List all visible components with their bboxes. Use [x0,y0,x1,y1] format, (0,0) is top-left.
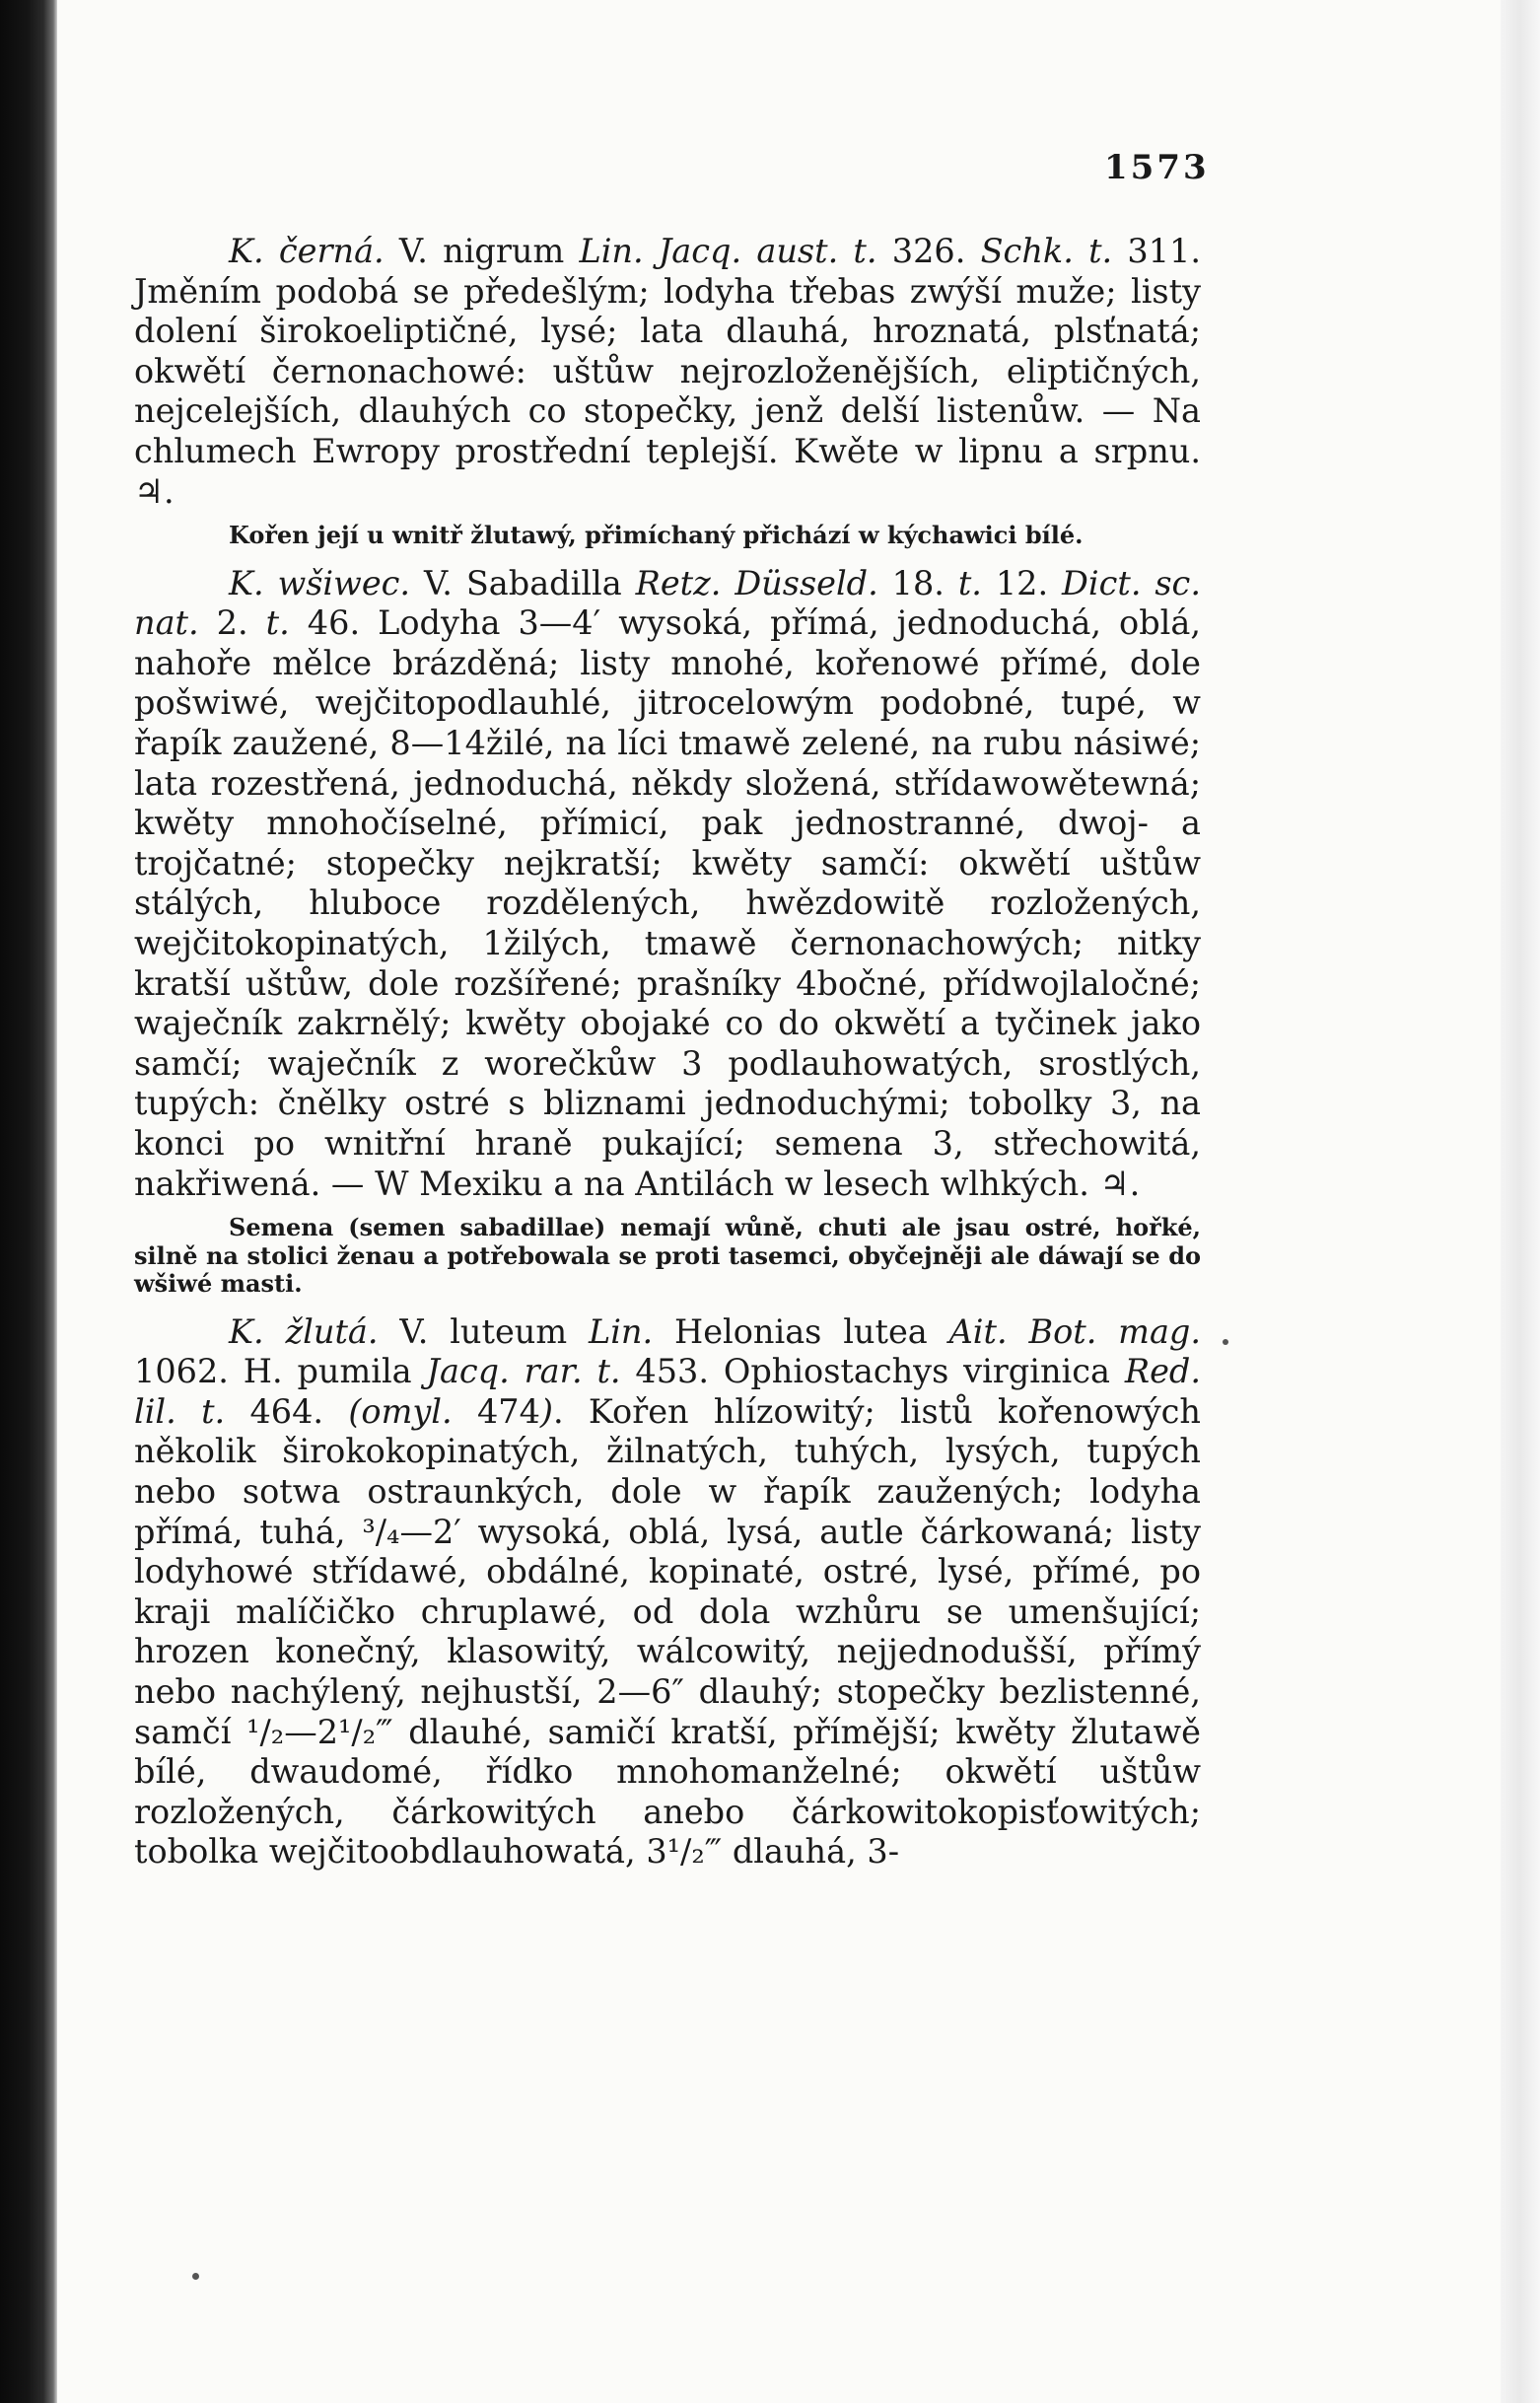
entry-wsiwec: K. wšiwec. V. Sabadilla Retz. Düsseld. 18. t. 12. Dict. sc. nat. 2. t. 46. Lodyha 3—4′ wysoká, přímá, jednoduchá, oblá, nahoře mělce brázděná; listy mnohé, kořenowé přímé, dole pošwiwé, wejčitopodlauhlé, jitrocelowým podobné, tupé, w řapík zaužené, 8—14žilé, na líci tmawě zelené, na rubu násiwé; lata rozestřená, jednoduchá, někdy složená, střídawowětewná; kwěty mnohočíselné, přímicí, pak jednostranné, dwoj- a trojčatné; stopečky nejkratší; kwěty samčí: okwětí uštůw stálých, hluboce rozdělených, hwězdowitě rozložených, wejčitokopinatých, 1žilých, tmawě černonachowých; nitky kratší uštůw, dole rozšířené; prašníky 4bočné, přídwojlaločné; waječník zakrnělý; kwěty obojaké co do okwětí a tyčinek jako samčí; waječník z worečkůw 3 podlauhowatých, srostlých, tupých: čnělky ostré s bliznami jednoduchými; tobolky 3, na konci po wnitřní hraně pukající; semena 3, střechowitá, nakřiwená. — W Mexiku a na Antilách w lesech wlhkých. ♃. [134,563,1202,1203]
book-spine-shadow [0,0,57,2403]
entry-cerna: K. černá. V. nigrum Lin. Jacq. aust. t. 326. Schk. t. 311. Jměním podobá se předešlým; lodyha třebas zwýší muže; listy dolení širokoeliptičné, lysé; lata dlauhá, hroznatá, plsťnatá; okwětí černonachowé: uštůw nejrozloženějších, eliptičných, nejcelejších, dlauhých co stopečky, jenž delší listenůw. — Na chlumech Ewropy prostřední teplejší. Kwěte w lipnu a srpnu. ♃. [134,232,1202,511]
ink-speck [192,2273,199,2280]
note-cerna: Kořen její u wnitř žlutawý, přimíchaný přichází w kýchawici bílé. [229,521,1084,550]
page-edge [1501,0,1540,2403]
note-wsiwec: Semena (semen sabadillae) nemají wůně, chuti ale jsau ostré, hořké, silně na stolici ženau a potřebowala se proti tasemci, obyčejněji ale dáwají se do wšiwé masti. [134,1213,1201,1299]
entry-zluta: K. žlutá. V. luteum Lin. Helonias lutea Ait. Bot. mag. 1062. H. pumila Jacq. rar. t. 453. Ophiostachys virginica Red. lil. t. 464. (omyl. 474). Kořen hlízowitý; listů kořenowých několik širokokopinatých, žilnatých, tuhých, lysých, tupých nebo sotwa ostraunkých, dole w řapík zaužených; lodyha přímá, tuhá, ³/₄—2′ wysoká, oblá, lysá, autle čárkowaná; listy lodyhowé střídawé, obdálné, kopinaté, ostré, lysé, přímé, po kraji malíčičko chruplawé, od dola wzhůru se umenšující; hrozen konečný, klasowitý, wálcowitý, nejjednodušší, přímý nebo nachýlený, nejhustší, 2—6″ dlauhý; stopečky bezlistenné, samčí ¹/₂—2¹/₂‴ dlauhé, samičí kratší, přímější; kwěty žlutawě bílé, dwaudomé, řídko mnohomanželné; okwětí uštůw rozložených, čárkowitých anebo čárkowitokopisťowitých; tobolka wejčitoobdlauhowatá, 3¹/₂‴ dlauhá, 3- [134,1311,1202,1872]
page-text [134,232,1201,1873]
page-number: 1573 [1104,148,1210,187]
ink-speck [1223,1339,1228,1345]
